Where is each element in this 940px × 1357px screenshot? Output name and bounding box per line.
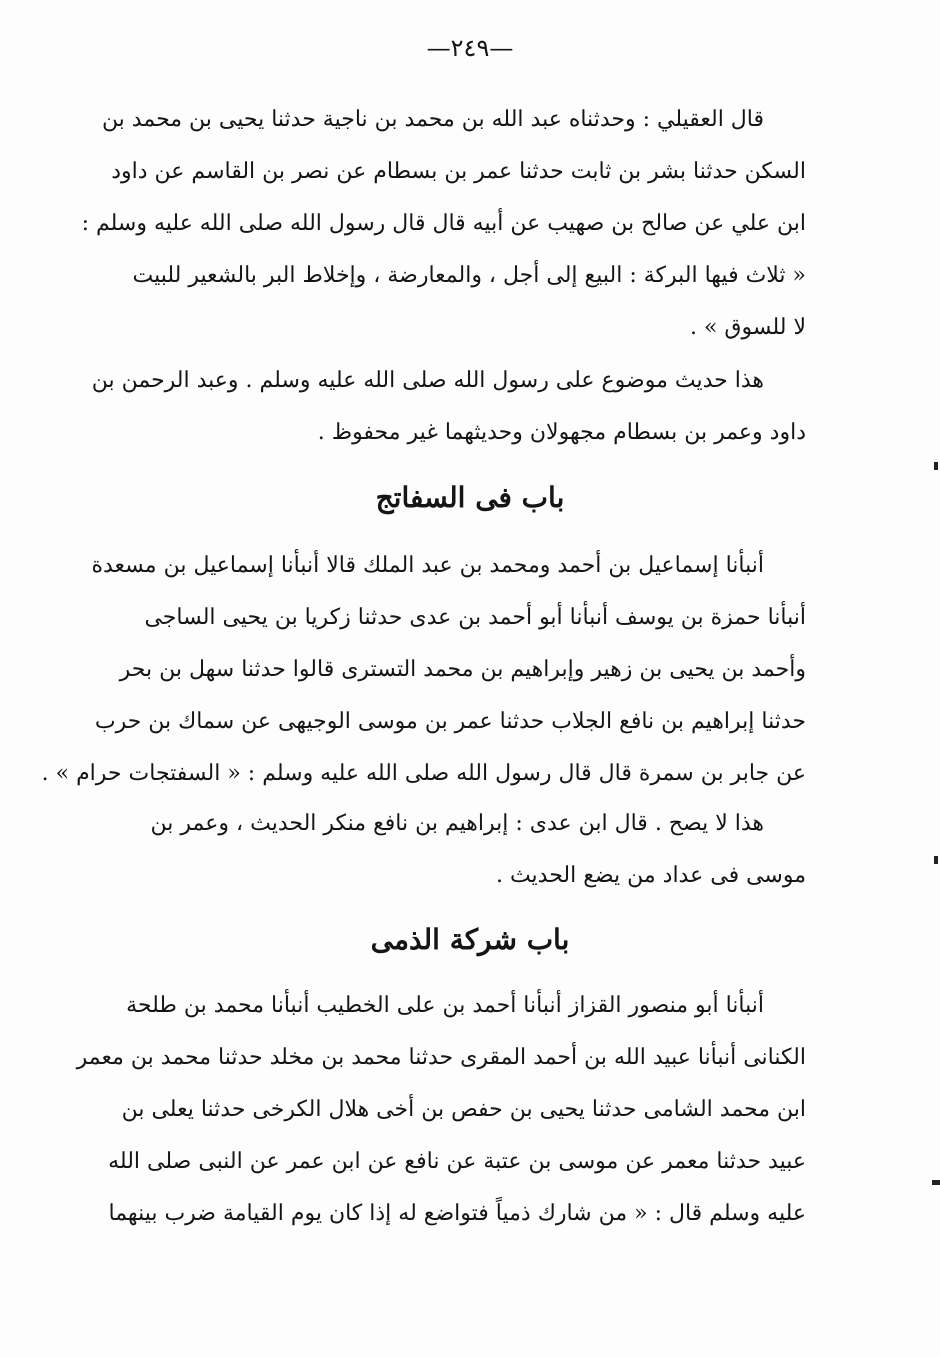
paragraph-4 (150, 798, 806, 902)
text-line: حدثنا إبراهيم بن نافع الجلاب حدثنا عمر بن موسى الوجيهى عن سماك بن حرب (94, 709, 806, 734)
scan-mark (934, 856, 938, 864)
text-line: « ثلاث فيها البركة : البيع إلى أجل ، والمعارضة ، وإخلاط البر بالشعير للبيت (132, 263, 806, 288)
scan-mark (934, 462, 938, 470)
text-line: هذا لا يصح . قال ابن عدى : إبراهيم بن نافع منكر الحديث ، وعمر بن (150, 811, 764, 836)
paragraph-1 (81, 94, 806, 354)
text-line: السكن حدثنا بشر بن ثابت حدثنا عمر بن بسطام عن نصر بن القاسم عن داود (111, 159, 806, 184)
paragraph-2 (91, 355, 806, 459)
text-line: ابن علي عن صالح بن صهيب عن أبيه قال قال رسول الله صلى الله عليه وسلم : (81, 211, 806, 236)
text-line: هذا حديث موضوع على رسول الله صلى الله عليه وسلم . وعبد الرحمن بن (91, 368, 764, 393)
text-line: الكنانى أنبأنا عبيد الله بن أحمد المقرى حدثنا محمد بن مخلد حدثنا محمد بن معمر (76, 1045, 806, 1070)
text-line: موسى فى عداد من يضع الحديث . (495, 863, 806, 888)
text-line: أنبأنا إسماعيل بن أحمد ومحمد بن عبد الملك قالا أنبأنا إسماعيل بن مسعدة (91, 553, 764, 578)
paragraph-3 (41, 540, 806, 800)
section-heading-dhimmi-partnership: باب شركة الذمى (370, 923, 570, 956)
page-number: —٢٤٩— (426, 34, 514, 62)
paragraph-5 (76, 980, 806, 1240)
text-line: وأحمد بن يحيى بن زهير وإبراهيم بن محمد التسترى قالوا حدثنا سهل بن بحر (119, 657, 806, 682)
text-line: عبيد حدثنا معمر عن موسى بن عتبة عن نافع عن ابن عمر عن النبى صلى الله (108, 1149, 806, 1174)
text-line: قال العقيلي : وحدثناه عبد الله بن محمد بن ناجية حدثنا يحيى بن محمد بن (101, 107, 764, 132)
text-line: داود وعمر بن بسطام مجهولان وحديثهما غير محفوظ . (317, 420, 806, 445)
text-line: أنبأنا أبو منصور القزاز أنبأنا أحمد بن على الخطيب أنبأنا محمد بن طلحة (126, 993, 764, 1018)
text-line: أنبأنا حمزة بن يوسف أنبأنا أبو أحمد بن عدى حدثنا زكريا بن يحيى الساجى (144, 605, 806, 630)
text-line: عن جابر بن سمرة قال قال رسول الله صلى الله عليه وسلم : « السفتجات حرام » . (41, 761, 806, 786)
text-line: لا للسوق » . (689, 315, 806, 340)
scan-mark (932, 1180, 940, 1185)
text-line: ابن محمد الشامى حدثنا يحيى بن حفص بن أخى هلال الكرخى حدثنا يعلى بن (121, 1097, 806, 1122)
text-line: عليه وسلم قال : « من شارك ذمياً فتواضع له إذا كان يوم القيامة ضرب بينهما (108, 1201, 806, 1226)
section-heading-safatij: باب فى السفاتج (375, 481, 565, 514)
